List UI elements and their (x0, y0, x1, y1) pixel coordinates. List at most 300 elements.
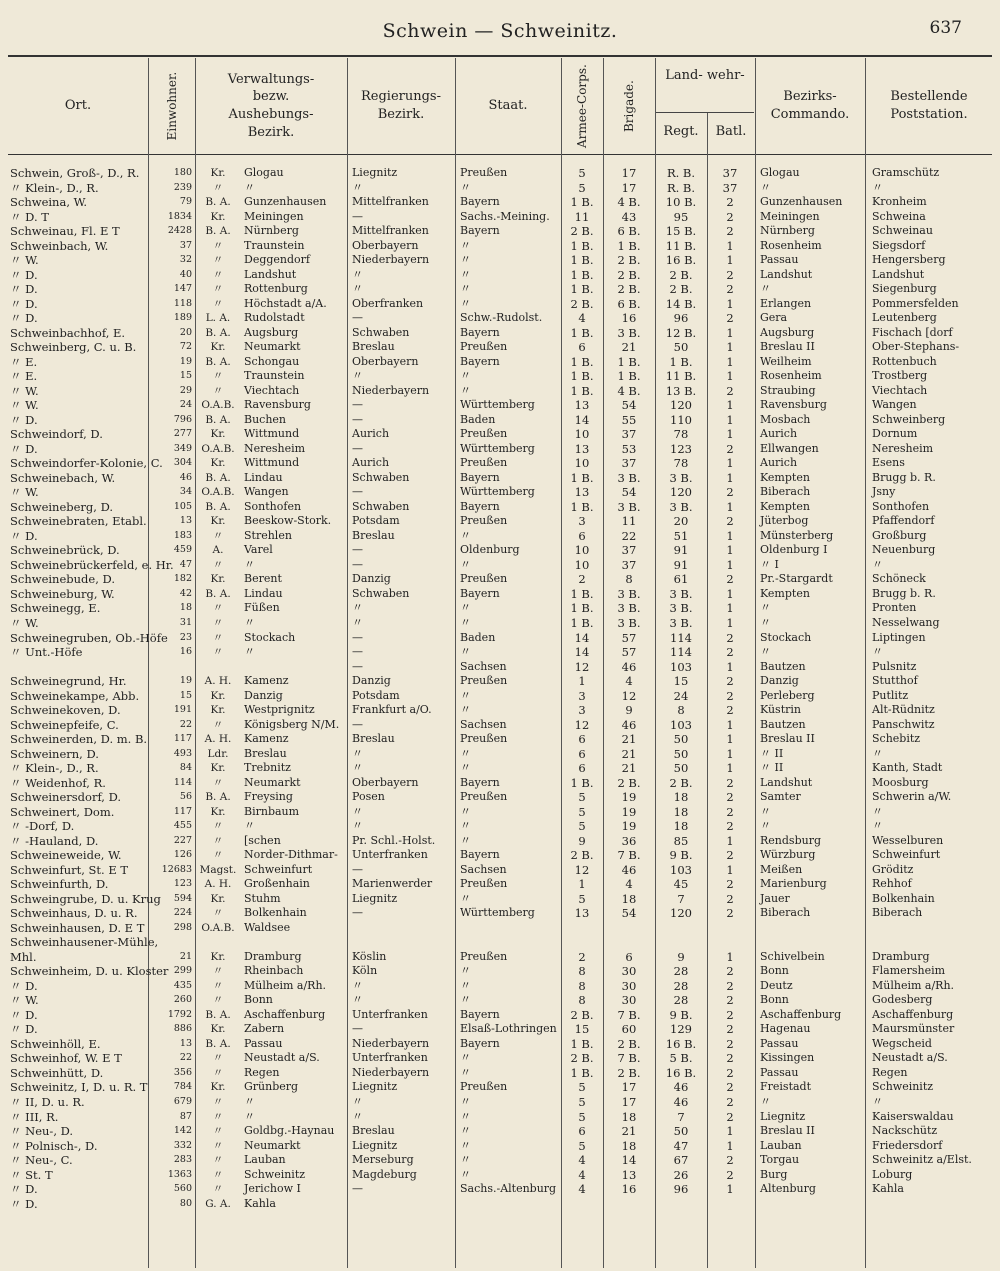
cell-brigade: 16 (621, 1182, 637, 1197)
cell-einwohner: 147 (173, 283, 192, 295)
cell-einwohner: 298 (173, 921, 192, 933)
cell-armee-corps: 1 B. (570, 499, 594, 514)
cell-armee-corps: 4 (578, 311, 586, 326)
table-row (0, 848, 1000, 863)
cell-landwehr-regt: 28 (673, 964, 689, 979)
cell-verwaltungsbezirk: Lauban (244, 1153, 286, 1167)
cell-verwaltungsbezirk: Rudolstadt (244, 311, 305, 325)
cell-einwohner: 784 (173, 1081, 192, 1093)
cell-regierungsbezirk: — (352, 862, 363, 876)
cell-ort: 〃 W. (10, 398, 39, 413)
cell-bezirks-commando: Aschaffenburg (760, 1007, 842, 1021)
cell-landwehr-regt: 20 (673, 514, 689, 529)
cell-armee-corps: 2 (578, 949, 586, 964)
cell-verwaltungsbezirk: Danzig (244, 688, 283, 702)
cell-bezirk-type: 〃 (212, 646, 224, 659)
cell-bezirks-commando: 〃 (760, 1095, 771, 1108)
cell-brigade: 6 B. (617, 296, 641, 311)
cell-landwehr-batl: 1 (726, 427, 734, 442)
cell-landwehr-regt: 14 B. (665, 296, 697, 311)
cell-ort: 〃 D. (10, 441, 38, 456)
cell-bezirks-commando: Passau (760, 253, 799, 267)
cell-armee-corps: 6 (578, 761, 586, 776)
cell-brigade: 57 (621, 630, 637, 645)
cell-landwehr-batl: 2 (726, 978, 734, 993)
cell-bezirk-type: 〃 (212, 820, 224, 833)
cell-brigade: 21 (621, 1124, 637, 1139)
cell-staat: 〃 (460, 180, 471, 194)
cell-einwohner: 84 (179, 762, 192, 774)
cell-ort: 〃 E. (10, 354, 38, 369)
table-row (0, 993, 1000, 1008)
cell-ort: Schweinhausen, D. E T (10, 920, 145, 935)
cell-ort: 〃 Neu-, C. (10, 1153, 73, 1168)
cell-regierungsbezirk: Aurich (352, 427, 390, 441)
cell-landwehr-regt: 96 (673, 1182, 689, 1197)
cell-verwaltungsbezirk: Mülheim a/Rh. (244, 978, 327, 992)
cell-staat: 〃 (460, 688, 471, 702)
cell-einwohner: 180 (173, 167, 192, 178)
table-row (0, 921, 1000, 936)
cell-landwehr-regt: 50 (673, 732, 689, 747)
cell-poststation: Rehhof (872, 877, 912, 891)
cell-einwohner: 15 (179, 689, 192, 701)
cell-brigade: 1 B. (617, 369, 641, 384)
cell-bezirks-commando: 〃 II (760, 746, 784, 760)
cell-staat: Preußen (460, 674, 508, 688)
cell-verwaltungsbezirk: Augsburg (244, 325, 299, 339)
cell-regierungsbezirk: Oberbayern (352, 775, 419, 789)
cell-landwehr-regt: 78 (673, 427, 689, 442)
cell-bezirk-type: B. A. (205, 587, 231, 600)
cell-ort: 〃 W. (10, 485, 39, 500)
cell-landwehr-batl: 1 (726, 717, 734, 732)
cell-brigade: 57 (621, 645, 637, 660)
cell-ort: Schweineburg, W. (10, 586, 115, 601)
cell-staat: 〃 (460, 528, 471, 542)
cell-armee-corps: 6 (578, 746, 586, 761)
cell-brigade: 17 (621, 1095, 637, 1109)
cell-staat: 〃 (460, 557, 471, 571)
cell-regierungsbezirk: Liegnitz (352, 1080, 398, 1094)
cell-bezirks-commando: Bautzen (760, 717, 806, 731)
cell-einwohner: 332 (173, 1139, 192, 1151)
table-row (0, 398, 1000, 413)
cell-poststation: Kronheim (872, 195, 927, 209)
cell-verwaltungsbezirk: Birnbaum (244, 804, 300, 818)
cell-bezirks-commando: Aurich (760, 427, 798, 441)
cell-brigade: 46 (621, 862, 637, 877)
cell-landwehr-regt: 114 (670, 630, 692, 645)
cell-bezirk-type: B. A. (205, 500, 231, 513)
cell-landwehr-regt: 45 (673, 877, 689, 892)
cell-poststation: Wangen (872, 398, 917, 412)
cell-landwehr-batl: 1 (726, 543, 734, 558)
cell-verwaltungsbezirk: 〃 (244, 1095, 255, 1108)
cell-einwohner: 304 (173, 457, 192, 469)
cell-poststation: 〃 (872, 746, 883, 760)
table-row (0, 282, 1000, 297)
cell-verwaltungsbezirk: 〃 (244, 615, 255, 629)
cell-brigade: 30 (621, 964, 637, 979)
cell-regierungsbezirk: Köln (352, 964, 378, 978)
cell-bezirk-type: Kr. (210, 341, 226, 354)
cell-poststation: Dornum (872, 427, 918, 441)
cell-armee-corps: 6 (578, 732, 586, 747)
cell-verwaltungsbezirk: Freysing (244, 790, 293, 804)
cell-ort: 〃 D. (10, 296, 38, 311)
cell-armee-corps: 1 B. (570, 470, 594, 485)
cell-bezirks-commando: Freistadt (760, 1080, 812, 1094)
cell-verwaltungsbezirk: Goldbg.-Haynau (244, 1124, 335, 1138)
cell-verwaltungsbezirk: Gunzenhausen (244, 195, 327, 209)
cell-ort: Schweinersdorf, D. (10, 790, 122, 805)
table-row (0, 529, 1000, 544)
cell-bezirks-commando: Oldenburg I (760, 543, 828, 557)
cell-poststation: Großburg (872, 528, 927, 542)
cell-poststation: Viechtach (872, 383, 928, 397)
cell-armee-corps: 1 B. (570, 195, 594, 210)
cell-staat: Baden (460, 630, 496, 644)
cell-ort: 〃 Neu-, D. (10, 1124, 74, 1139)
cell-landwehr-batl: 2 (726, 819, 734, 834)
cell-verwaltungsbezirk: Breslau (244, 746, 287, 760)
cell-poststation: Neustadt a/S. (872, 1051, 948, 1065)
cell-landwehr-batl: 1 (726, 1182, 734, 1197)
cell-verwaltungsbezirk: Schongau (244, 354, 300, 368)
cell-ort: Schweinebrückerfeld, e. Hr. (10, 557, 174, 572)
cell-poststation: Brugg b. R. (872, 586, 936, 600)
cell-brigade: 18 (621, 891, 637, 906)
cell-staat: 〃 (460, 978, 471, 992)
cell-ort: 〃 D. (10, 1007, 38, 1022)
cell-brigade: 30 (621, 993, 637, 1008)
cell-brigade: 3 B. (617, 586, 641, 601)
cell-brigade: 21 (621, 340, 637, 355)
cell-brigade: 3 B. (617, 470, 641, 485)
cell-bezirk-type: B. A. (205, 355, 231, 368)
cell-staat: Preußen (460, 877, 508, 891)
cell-brigade: 18 (621, 1138, 637, 1153)
cell-bezirks-commando: Kissingen (760, 1051, 815, 1065)
cell-einwohner: 32 (179, 254, 192, 266)
table-row (0, 224, 1000, 239)
cell-ort: 〃 W. (10, 615, 39, 630)
cell-ort: Schweinau, Fl. E T (10, 224, 120, 239)
cell-ort: Schweinepfeife, C. (10, 717, 119, 732)
cell-brigade: 2 B. (617, 775, 641, 790)
cell-ort: Schweinern, D. (10, 746, 99, 761)
cell-regierungsbezirk: — (352, 441, 363, 455)
cell-bezirks-commando: Mosbach (760, 412, 811, 426)
cell-armee-corps: 1 B. (570, 586, 594, 601)
cell-regierungsbezirk: — (352, 412, 363, 426)
cell-brigade: 37 (621, 557, 637, 572)
cell-landwehr-regt: 103 (670, 659, 692, 674)
cell-armee-corps: 1 B. (570, 1036, 594, 1051)
cell-staat: 〃 (460, 238, 471, 252)
cell-landwehr-batl: 2 (726, 674, 734, 689)
cell-bezirk-type: O.A.B. (201, 399, 235, 412)
cell-regierungsbezirk: — (352, 1182, 363, 1196)
cell-landwehr-regt: 120 (670, 906, 692, 921)
cell-ort: Schweinfurth, D. (10, 877, 109, 892)
cell-landwehr-batl: 2 (726, 311, 734, 326)
cell-poststation: Pronten (872, 601, 917, 615)
cell-brigade: 4 (625, 877, 633, 892)
cell-poststation: Trostberg (872, 369, 928, 383)
cell-poststation: Schebitz (872, 732, 921, 746)
cell-ort: Schweinegg, E. (10, 601, 101, 616)
cell-staat: 〃 (460, 746, 471, 760)
cell-staat: 〃 (460, 253, 471, 267)
cell-staat: 〃 (460, 1153, 471, 1167)
cell-bezirk-type: B. A. (205, 196, 231, 209)
cell-staat: 〃 (460, 1109, 471, 1123)
cell-einwohner: 42 (179, 587, 192, 599)
cell-landwehr-batl: 1 (726, 601, 734, 616)
col-header-poststation: Bestellende Poststation. (890, 89, 968, 122)
cell-einwohner: 239 (173, 181, 192, 193)
cell-staat: Sachs.-Meining. (460, 209, 550, 223)
table-row (0, 616, 1000, 631)
cell-poststation: 〃 (872, 180, 883, 194)
cell-ort: 〃 III, R. (10, 1109, 59, 1124)
cell-verwaltungsbezirk: 〃 (244, 819, 255, 833)
cell-landwehr-batl: 2 (726, 703, 734, 718)
cell-bezirk-type: Kr. (210, 573, 226, 586)
cell-bezirk-type: Kr. (210, 1081, 226, 1094)
cell-landwehr-batl: 1 (726, 253, 734, 268)
cell-einwohner: 459 (173, 544, 192, 556)
cell-brigade: 37 (621, 543, 637, 558)
cell-regierungsbezirk: — (352, 645, 363, 659)
cell-staat: Württemberg (460, 441, 535, 455)
cell-staat: Bayern (460, 1036, 500, 1050)
cell-staat: Bayern (460, 586, 500, 600)
cell-staat: Preußen (460, 572, 508, 586)
cell-einwohner: 123 (173, 878, 192, 890)
cell-landwehr-regt: 2 B. (669, 267, 693, 282)
cell-bezirks-commando: Augsburg (760, 325, 815, 339)
cell-regierungsbezirk: Pr. Schl.-Holst. (352, 833, 436, 847)
cell-verwaltungsbezirk: Glogau (244, 166, 284, 179)
cell-poststation: 〃 (872, 1095, 883, 1108)
cell-landwehr-regt: 85 (673, 833, 689, 848)
cell-bezirk-type: Kr. (210, 1023, 226, 1036)
table-row (0, 195, 1000, 210)
cell-regierungsbezirk: Danzig (352, 572, 391, 586)
cell-staat: 〃 (460, 804, 471, 818)
cell-verwaltungsbezirk: 〃 (244, 180, 255, 194)
cell-armee-corps: 12 (574, 717, 590, 732)
cell-verwaltungsbezirk: Füßen (244, 601, 280, 615)
cell-staat: Bayern (460, 848, 500, 862)
cell-einwohner: 15 (179, 370, 192, 382)
cell-armee-corps: 5 (578, 1095, 586, 1109)
cell-poststation: Wesselburen (872, 833, 944, 847)
gazetteer-table (0, 166, 1000, 1211)
table-row (0, 210, 1000, 225)
cell-verwaltungsbezirk: Schweinitz (244, 1167, 306, 1181)
cell-bezirk-type: 〃 (212, 1139, 224, 1152)
table-row (0, 166, 1000, 181)
cell-bezirks-commando: Kempten (760, 499, 810, 513)
cell-brigade: 14 (621, 1153, 637, 1168)
table-row (0, 253, 1000, 268)
cell-verwaltungsbezirk: Neresheim (244, 441, 306, 455)
cell-landwehr-regt: 3 B. (669, 601, 693, 616)
table-row (0, 703, 1000, 718)
cell-verwaltungsbezirk: Strehlen (244, 528, 292, 542)
cell-landwehr-batl: 2 (726, 1022, 734, 1037)
cell-einwohner: 2428 (167, 225, 192, 237)
cell-verwaltungsbezirk: Schweinfurt (244, 862, 313, 876)
cell-bezirk-type: 〃 (212, 834, 224, 847)
cell-landwehr-batl: 2 (726, 964, 734, 979)
cell-bezirks-commando: Deutz (760, 978, 793, 992)
cell-ort: 〃 D. (10, 267, 38, 282)
cell-staat: Sachsen (460, 862, 507, 876)
cell-landwehr-batl: 2 (726, 572, 734, 587)
cell-ort: 〃 Klein-, D., R. (10, 761, 99, 776)
cell-landwehr-batl: 2 (726, 282, 734, 297)
cell-brigade: 17 (621, 180, 637, 195)
cell-staat: 〃 (460, 615, 471, 629)
cell-regierungsbezirk: Niederbayern (352, 253, 430, 267)
cell-verwaltungsbezirk: Höchstadt a/A. (244, 296, 327, 310)
cell-armee-corps: 5 (578, 819, 586, 834)
cell-ort: Schweinhof, W. E T (10, 1051, 122, 1066)
cell-brigade: 2 B. (617, 282, 641, 297)
cell-armee-corps: 14 (574, 412, 590, 427)
cell-landwehr-batl: 1 (726, 557, 734, 572)
cell-verwaltungsbezirk: Königsberg N/M. (244, 717, 340, 731)
cell-regierungsbezirk: Schwaben (352, 586, 410, 600)
cell-regierungsbezirk: Liegnitz (352, 166, 398, 179)
cell-landwehr-regt: 3 B. (669, 615, 693, 630)
cell-landwehr-regt: 2 B. (669, 282, 693, 297)
cell-armee-corps: 5 (578, 1080, 586, 1095)
cell-bezirk-type: Kr. (210, 428, 226, 441)
cell-poststation: Friedersdorf (872, 1138, 943, 1152)
cell-einwohner: 594 (173, 892, 192, 904)
cell-poststation: Gröditz (872, 862, 914, 876)
cell-brigade: 16 (621, 311, 637, 326)
cell-armee-corps: 2 (578, 572, 586, 587)
cell-verwaltungsbezirk: Buchen (244, 412, 287, 426)
cell-armee-corps: 4 (578, 1182, 586, 1197)
cell-bezirks-commando: Kempten (760, 470, 810, 484)
cell-landwehr-regt: 11 B. (665, 238, 697, 253)
cell-armee-corps: 5 (578, 166, 586, 180)
cell-bezirks-commando: Jauer (760, 891, 790, 905)
cell-ort: Schweineweide, W. (10, 848, 122, 863)
cell-bezirks-commando: Küstrin (760, 703, 801, 717)
cell-ort: 〃 D. (10, 311, 38, 326)
cell-ort: Schweinekoven, D. (10, 703, 121, 718)
cell-staat: Bayern (460, 1007, 500, 1021)
cell-ort: Schweinegruben, Ob.-Höfe (10, 630, 168, 645)
table-row (0, 935, 1000, 950)
cell-regierungsbezirk: — (352, 209, 363, 223)
cell-bezirk-type: B. A. (205, 413, 231, 426)
cell-poststation: Landshut (872, 267, 925, 281)
cell-bezirks-commando: Marienburg (760, 877, 827, 891)
cell-poststation: 〃 (872, 804, 883, 818)
cell-brigade: 37 (621, 427, 637, 442)
cell-armee-corps: 5 (578, 790, 586, 805)
page-number: 637 (929, 18, 962, 38)
cell-armee-corps: 1 B. (570, 775, 594, 790)
cell-armee-corps: 6 (578, 340, 586, 355)
table-row (0, 892, 1000, 907)
cell-einwohner: 79 (179, 196, 192, 208)
cell-regierungsbezirk: Breslau (352, 732, 395, 746)
cell-poststation: Neuenburg (872, 543, 936, 557)
table-row (0, 906, 1000, 921)
cell-landwehr-batl: 1 (726, 586, 734, 601)
cell-poststation: Siegsdorf (872, 238, 926, 252)
cell-brigade: 46 (621, 717, 637, 732)
cell-staat: 〃 (460, 1095, 471, 1108)
header-bottom-rule (8, 154, 992, 155)
cell-bezirks-commando: 〃 II (760, 761, 784, 775)
cell-armee-corps: 1 B. (570, 354, 594, 369)
cell-landwehr-regt: 103 (670, 717, 692, 732)
cell-poststation: Godesberg (872, 993, 933, 1007)
cell-landwehr-batl: 2 (726, 877, 734, 892)
cell-armee-corps: 1 B. (570, 369, 594, 384)
cell-verwaltungsbezirk: Regen (244, 1065, 280, 1079)
cell-ort: Schwein, Groß-, D., R. (10, 166, 140, 180)
cell-landwehr-regt: 12 B. (665, 325, 697, 340)
cell-ort: 〃 D. (10, 1182, 38, 1197)
cell-landwehr-batl: 2 (726, 209, 734, 224)
cell-bezirk-type: Kr. (210, 515, 226, 528)
cell-armee-corps: 12 (574, 862, 590, 877)
cell-staat: 〃 (460, 1138, 471, 1152)
cell-einwohner: 493 (173, 747, 192, 759)
cell-staat: Oldenburg (460, 543, 520, 557)
cell-bezirks-commando: Bonn (760, 993, 789, 1007)
cell-landwehr-batl: 2 (726, 688, 734, 703)
cell-verwaltungsbezirk: 〃 (244, 557, 255, 571)
cell-bezirk-type: 〃 (212, 602, 224, 615)
cell-bezirk-type: 〃 (212, 631, 224, 644)
cell-einwohner: 13 (179, 1037, 192, 1049)
cell-landwehr-batl: 2 (726, 848, 734, 863)
table-row (0, 471, 1000, 486)
cell-staat: Preußen (460, 166, 508, 179)
cell-verwaltungsbezirk: Westprignitz (244, 703, 315, 717)
cell-bezirk-type: 〃 (212, 1110, 224, 1123)
cell-verwaltungsbezirk: Neumarkt (244, 1138, 301, 1152)
cell-bezirks-commando: Lauban (760, 1138, 802, 1152)
cell-regierungsbezirk: Niederbayern (352, 1036, 430, 1050)
cell-brigade: 21 (621, 746, 637, 761)
cell-bezirks-commando: 〃 (760, 804, 771, 818)
cell-einwohner: 80 (179, 1197, 192, 1209)
cell-landwehr-batl: 2 (726, 1109, 734, 1124)
cell-verwaltungsbezirk: Großenhain (244, 877, 310, 891)
cell-poststation: Panschwitz (872, 717, 935, 731)
cell-brigade: 19 (621, 819, 637, 834)
cell-landwehr-batl: 1 (726, 354, 734, 369)
cell-bezirks-commando: Schivelbein (760, 949, 825, 963)
cell-staat: 〃 (460, 1167, 471, 1181)
cell-landwehr-regt: 50 (673, 761, 689, 776)
